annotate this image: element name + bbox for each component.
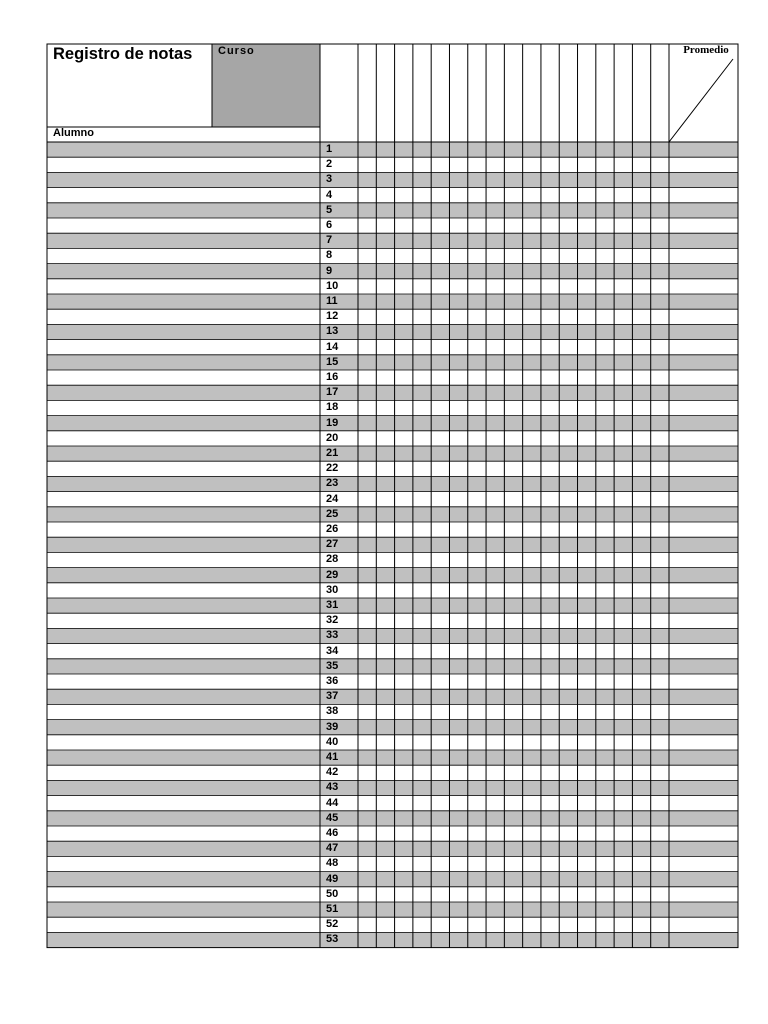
row-number: 27 (326, 538, 339, 551)
row-number: 17 (326, 386, 339, 399)
row-number: 7 (326, 234, 333, 247)
row-number: 45 (326, 811, 339, 824)
row-shade (47, 750, 738, 765)
row-number: 21 (326, 447, 339, 459)
row-number: 22 (326, 462, 339, 475)
row-number: 49 (326, 872, 339, 885)
row-number: 43 (326, 781, 339, 794)
row-number: 29 (326, 568, 339, 581)
row-number: 9 (326, 264, 333, 277)
row-number: 11 (326, 295, 338, 307)
row-shade (47, 264, 738, 279)
row-number: 6 (326, 219, 333, 231)
row-shade (47, 385, 738, 400)
row-number: 52 (326, 918, 339, 931)
row-number: 26 (326, 523, 339, 535)
row-number: 42 (326, 766, 339, 779)
row-number: 34 (326, 644, 339, 657)
row-shade (47, 659, 738, 674)
row-number: 31 (326, 599, 339, 611)
row-number: 3 (326, 173, 333, 186)
row-shade (47, 932, 738, 947)
student-column-label: Alumno (53, 127, 94, 139)
row-shade (47, 628, 738, 643)
row-number: 2 (326, 158, 333, 171)
row-number: 1 (326, 143, 333, 155)
row-shade (47, 507, 738, 522)
row-shade (47, 294, 738, 309)
row-number: 40 (326, 735, 339, 748)
row-number: 19 (326, 416, 339, 429)
row-shade (47, 902, 738, 917)
row-shade (47, 203, 738, 218)
page-title: Registro de notas (53, 45, 193, 63)
row-number: 32 (326, 614, 339, 627)
row-number: 51 (326, 903, 339, 915)
row-number: 33 (326, 629, 339, 642)
row-number: 24 (326, 492, 339, 505)
average-column-label: Promedio (683, 44, 729, 56)
row-number: 12 (326, 310, 339, 323)
row-number: 35 (326, 659, 339, 672)
row-shade (47, 416, 738, 431)
row-shade (47, 142, 738, 157)
row-number: 8 (326, 249, 333, 262)
row-number: 13 (326, 325, 339, 338)
row-number: 38 (326, 705, 339, 718)
row-shade (47, 841, 738, 856)
row-shade (47, 780, 738, 795)
row-number: 20 (326, 431, 339, 444)
row-shade (47, 476, 738, 491)
row-shade (47, 872, 738, 887)
row-number: 30 (326, 583, 339, 596)
row-number: 10 (326, 279, 339, 292)
row-number: 28 (326, 553, 339, 566)
row-number: 25 (326, 507, 339, 520)
row-number: 41 (326, 751, 339, 763)
row-shade (47, 446, 738, 461)
row-shade (47, 598, 738, 613)
row-shade (47, 233, 738, 248)
row-shade (47, 689, 738, 704)
row-number: 4 (326, 188, 333, 201)
row-shade (47, 355, 738, 370)
row-number: 53 (326, 933, 339, 946)
row-number: 46 (326, 827, 339, 839)
row-number: 39 (326, 720, 339, 733)
row-shade (47, 720, 738, 735)
row-shade (47, 172, 738, 187)
row-shade (47, 568, 738, 583)
row-number: 5 (326, 203, 333, 216)
row-number: 44 (326, 796, 339, 809)
row-number: 47 (326, 842, 339, 855)
row-number: 14 (326, 340, 339, 353)
row-number: 50 (326, 887, 339, 900)
row-number: 16 (326, 371, 339, 383)
row-number: 36 (326, 675, 339, 687)
row-number: 37 (326, 690, 339, 703)
average-header-diagonal (669, 59, 733, 142)
row-shade (47, 811, 738, 826)
row-number: 48 (326, 857, 339, 870)
row-number: 18 (326, 401, 339, 414)
row-shade (47, 324, 738, 339)
row-shade (47, 537, 738, 552)
row-number: 23 (326, 477, 339, 490)
course-label: Curso (218, 45, 255, 57)
row-number: 15 (326, 355, 339, 368)
